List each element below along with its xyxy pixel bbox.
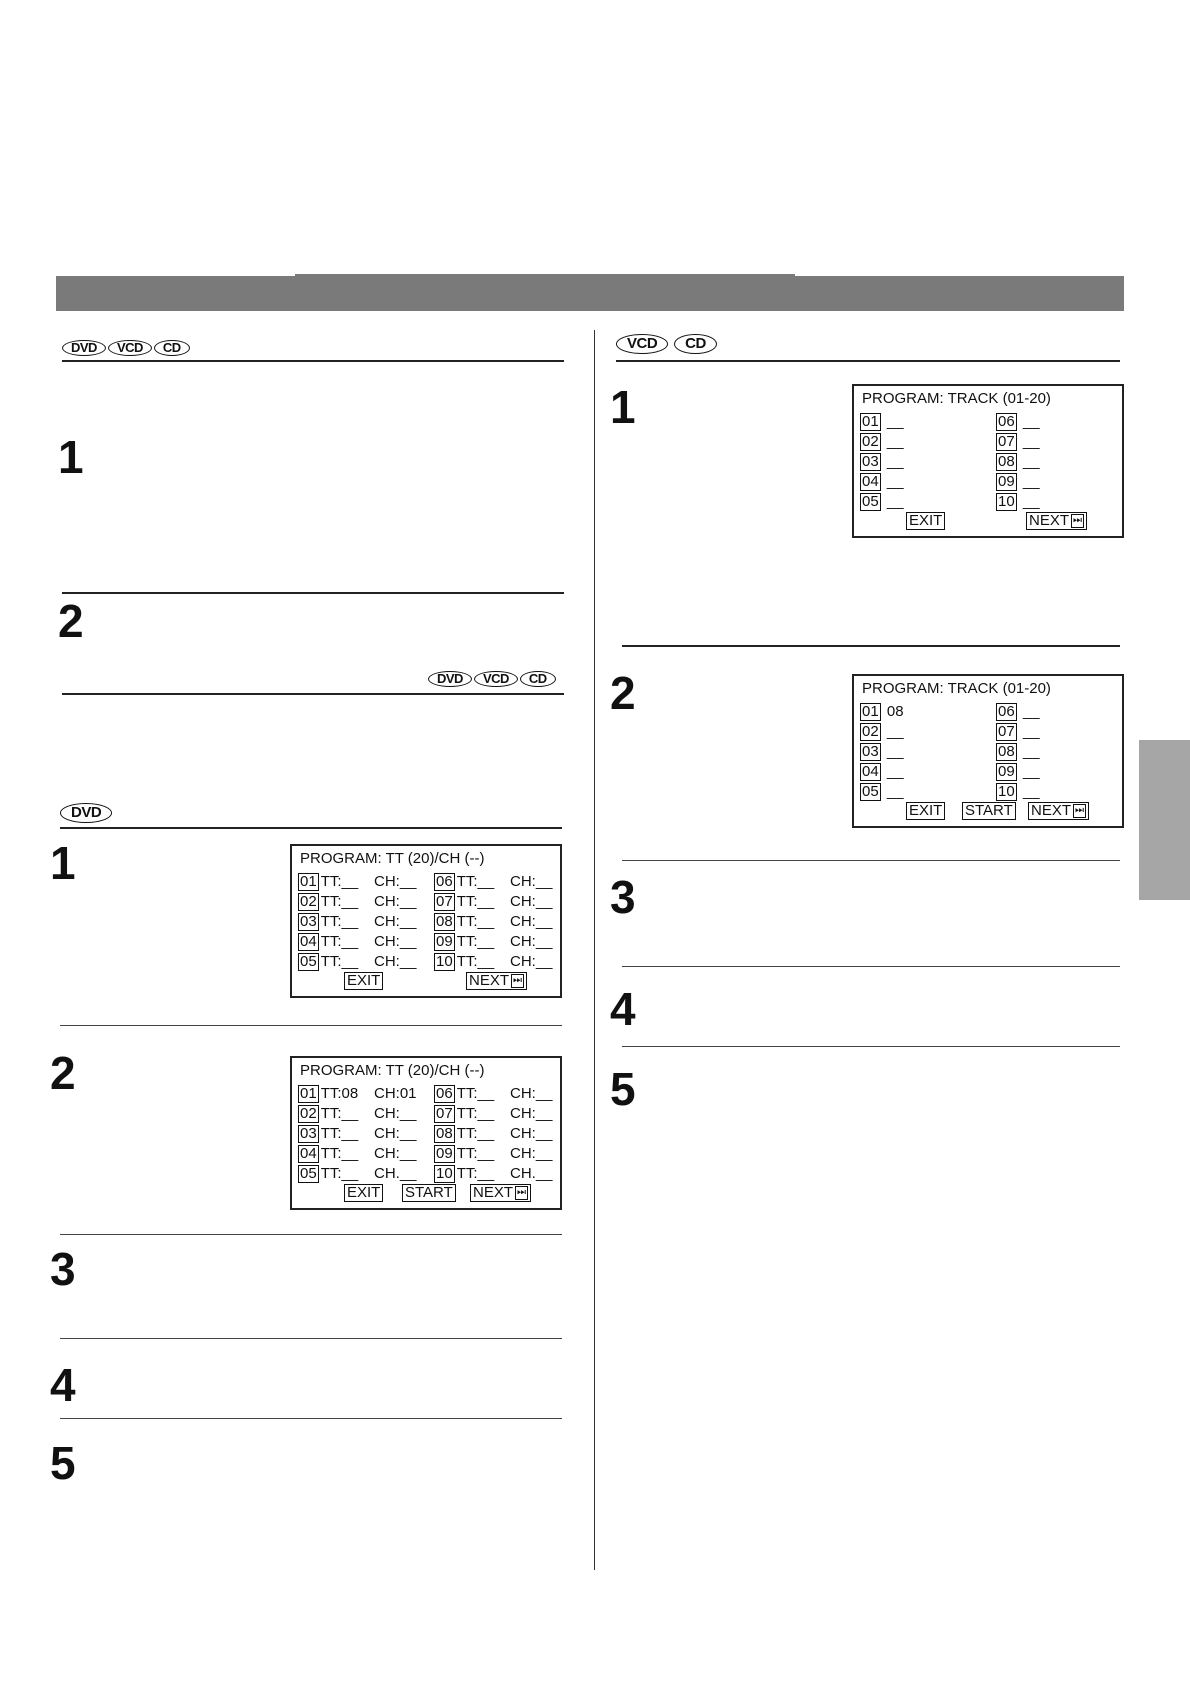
step-number: 1 xyxy=(50,837,76,889)
track-value: __ xyxy=(886,723,904,740)
slot-number: 08 xyxy=(436,913,453,930)
track-program-screen-2 xyxy=(852,674,1124,828)
title-value: TT:__ xyxy=(320,1165,359,1182)
track-value: __ xyxy=(886,433,904,450)
next-button[interactable] xyxy=(466,972,527,990)
title-value: TT:__ xyxy=(320,933,359,950)
slot-number: 04 xyxy=(300,1145,317,1162)
slot-number: 06 xyxy=(436,1085,453,1102)
osd-row xyxy=(860,722,1116,742)
cd-badge: CD xyxy=(520,671,556,687)
track-value: 08 xyxy=(886,703,904,720)
slot-number: 09 xyxy=(436,933,453,950)
chapter-value: CH:__ xyxy=(510,1125,553,1142)
divider xyxy=(60,1234,562,1235)
slot-number: 07 xyxy=(998,723,1015,740)
track-value: __ xyxy=(1022,763,1040,780)
vcd-badge: VCD xyxy=(474,671,518,687)
exit-button[interactable]: EXIT xyxy=(906,512,945,530)
step-number: 1 xyxy=(610,381,636,433)
fast-forward-icon: ⏭ xyxy=(1073,515,1083,527)
slot-number: 02 xyxy=(300,893,317,910)
osd-title: PROGRAM: TT (20)/CH (--) xyxy=(300,1062,485,1079)
cd-badge: CD xyxy=(674,334,717,354)
title-value: TT:__ xyxy=(456,913,495,930)
osd-row xyxy=(860,472,1116,492)
osd-row xyxy=(860,782,1116,802)
chapter-value: CH:__ xyxy=(374,933,417,950)
step-number: 3 xyxy=(610,871,636,923)
chapter-value: CH:__ xyxy=(374,913,417,930)
next-label: NEXT xyxy=(469,972,510,989)
slot-number: 03 xyxy=(862,453,879,470)
slot-number: 04 xyxy=(862,763,879,780)
divider xyxy=(622,645,1120,647)
slot-number: 05 xyxy=(300,1165,317,1182)
slot-number: 03 xyxy=(300,1125,317,1142)
dvd-badge: DVD xyxy=(62,340,106,356)
track-value: __ xyxy=(1022,783,1040,800)
title-value: TT:__ xyxy=(320,953,359,970)
osd-row xyxy=(298,1144,554,1164)
next-label: NEXT xyxy=(1029,512,1070,529)
track-value: __ xyxy=(886,473,904,490)
chapter-value: CH:__ xyxy=(510,893,553,910)
step-number: 2 xyxy=(610,667,636,719)
next-button[interactable] xyxy=(470,1184,531,1202)
osd-row xyxy=(860,742,1116,762)
slot-number: 01 xyxy=(862,413,879,430)
step-number: 2 xyxy=(58,595,84,647)
divider xyxy=(622,966,1120,967)
title-value: TT:__ xyxy=(456,1165,495,1182)
title-value: TT:__ xyxy=(456,1105,495,1122)
chapter-value: CH:__ xyxy=(510,1085,553,1102)
vcd-badge: VCD xyxy=(108,340,152,356)
dvd-section-badge xyxy=(60,803,112,823)
track-value: __ xyxy=(1022,453,1040,470)
slot-number: 04 xyxy=(862,473,879,490)
slot-number: 07 xyxy=(436,893,453,910)
osd-row xyxy=(298,952,554,972)
slot-number: 04 xyxy=(300,933,317,950)
chapter-value: CH:__ xyxy=(374,1125,417,1142)
osd-row xyxy=(860,432,1116,452)
dvd-badge: DVD xyxy=(60,803,112,823)
disc-badges-mid-left xyxy=(428,671,556,687)
osd-row xyxy=(860,762,1116,782)
chapter-value: CH:__ xyxy=(510,913,553,930)
divider xyxy=(62,592,564,594)
divider xyxy=(622,860,1120,861)
start-button[interactable]: START xyxy=(962,802,1016,820)
chapter-value: CH.__ xyxy=(374,1165,417,1182)
next-label: NEXT xyxy=(473,1184,514,1201)
divider xyxy=(62,693,564,695)
slot-number: 02 xyxy=(862,433,879,450)
divider xyxy=(60,827,562,829)
divider xyxy=(62,360,564,362)
slot-number: 10 xyxy=(998,493,1015,510)
slot-number: 09 xyxy=(998,473,1015,490)
chapter-value: CH:__ xyxy=(510,953,553,970)
osd-title: PROGRAM: TT (20)/CH (--) xyxy=(300,850,485,867)
title-value: TT:__ xyxy=(456,1125,495,1142)
title-value: TT:__ xyxy=(456,873,495,890)
step-number: 4 xyxy=(610,983,636,1035)
track-value: __ xyxy=(886,743,904,760)
chapter-value: CH:01 xyxy=(374,1085,417,1102)
osd-title: PROGRAM: TRACK (01-20) xyxy=(862,390,1051,407)
chapter-value: CH:__ xyxy=(510,1105,553,1122)
track-value: __ xyxy=(886,453,904,470)
fast-forward-icon: ⏭ xyxy=(1075,805,1085,817)
divider xyxy=(60,1418,562,1419)
track-program-screen-1 xyxy=(852,384,1124,538)
title-value: TT:__ xyxy=(456,1145,495,1162)
dvd-badge: DVD xyxy=(428,671,472,687)
title-value: TT:__ xyxy=(456,933,495,950)
slot-number: 10 xyxy=(998,783,1015,800)
slot-number: 10 xyxy=(436,953,453,970)
osd-row xyxy=(298,932,554,952)
chapter-value: CH:__ xyxy=(374,1145,417,1162)
slot-number: 03 xyxy=(300,913,317,930)
title-value: TT:__ xyxy=(320,893,359,910)
next-button[interactable] xyxy=(1028,802,1089,820)
title-value: TT:__ xyxy=(320,1145,359,1162)
track-value: __ xyxy=(1022,723,1040,740)
next-label: NEXT xyxy=(1031,802,1072,819)
slot-number: 09 xyxy=(998,763,1015,780)
slot-number: 02 xyxy=(300,1105,317,1122)
slot-number: 02 xyxy=(862,723,879,740)
chapter-value: CH:__ xyxy=(374,873,417,890)
slot-number: 01 xyxy=(862,703,879,720)
divider xyxy=(616,360,1120,362)
disc-badges-top-right xyxy=(616,334,717,354)
exit-button[interactable]: EXIT xyxy=(344,972,383,990)
title-value: TT:__ xyxy=(456,1085,495,1102)
title-value: TT:__ xyxy=(320,873,359,890)
chapter-value: CH:__ xyxy=(510,873,553,890)
divider xyxy=(60,1338,562,1339)
slot-number: 03 xyxy=(862,743,879,760)
slot-number: 01 xyxy=(300,1085,317,1102)
header-banner xyxy=(56,276,1124,311)
slot-number: 05 xyxy=(300,953,317,970)
track-value: __ xyxy=(886,763,904,780)
track-value: __ xyxy=(1022,473,1040,490)
step-number: 1 xyxy=(58,431,84,483)
step-number: 5 xyxy=(610,1063,636,1115)
step-number: 5 xyxy=(50,1437,76,1489)
slot-number: 10 xyxy=(436,1165,453,1182)
step-number: 2 xyxy=(50,1047,76,1099)
chapter-value: CH:__ xyxy=(374,893,417,910)
osd-row xyxy=(298,1104,554,1124)
track-value: __ xyxy=(1022,493,1040,510)
track-value: __ xyxy=(886,783,904,800)
track-value: __ xyxy=(1022,433,1040,450)
slot-number: 05 xyxy=(862,493,879,510)
exit-button[interactable]: EXIT xyxy=(344,1184,383,1202)
chapter-value: CH.__ xyxy=(510,1165,553,1182)
slot-number: 01 xyxy=(300,873,317,890)
title-value: TT:__ xyxy=(320,913,359,930)
side-tab xyxy=(1139,740,1190,900)
track-value: __ xyxy=(1022,703,1040,720)
title-value: TT:__ xyxy=(456,953,495,970)
title-value: TT:08 xyxy=(320,1085,359,1102)
exit-button[interactable]: EXIT xyxy=(906,802,945,820)
start-button[interactable]: START xyxy=(402,1184,456,1202)
osd-row xyxy=(298,912,554,932)
divider xyxy=(60,1025,562,1026)
track-value: __ xyxy=(886,413,904,430)
chapter-value: CH:__ xyxy=(374,1105,417,1122)
title-value: TT:__ xyxy=(320,1105,359,1122)
column-divider xyxy=(594,330,595,1570)
osd-row xyxy=(298,872,554,892)
step-number: 4 xyxy=(50,1359,76,1411)
cd-badge: CD xyxy=(154,340,190,356)
osd-title: PROGRAM: TRACK (01-20) xyxy=(862,680,1051,697)
slot-number: 07 xyxy=(998,433,1015,450)
track-value: __ xyxy=(886,493,904,510)
fast-forward-icon: ⏭ xyxy=(517,1187,527,1199)
osd-row xyxy=(860,492,1116,512)
slot-number: 06 xyxy=(436,873,453,890)
slot-number: 09 xyxy=(436,1145,453,1162)
next-button[interactable] xyxy=(1026,512,1087,530)
title-value: TT:__ xyxy=(456,893,495,910)
slot-number: 08 xyxy=(436,1125,453,1142)
chapter-value: CH:__ xyxy=(374,953,417,970)
osd-row xyxy=(298,1084,554,1104)
chapter-value: CH:__ xyxy=(510,933,553,950)
dvd-program-screen-2 xyxy=(290,1056,562,1210)
slot-number: 05 xyxy=(862,783,879,800)
slot-number: 08 xyxy=(998,453,1015,470)
osd-row xyxy=(860,452,1116,472)
track-value: __ xyxy=(1022,413,1040,430)
track-value: __ xyxy=(1022,743,1040,760)
slot-number: 08 xyxy=(998,743,1015,760)
fast-forward-icon: ⏭ xyxy=(513,975,523,987)
slot-number: 06 xyxy=(998,703,1015,720)
osd-row xyxy=(860,702,1116,722)
slot-number: 06 xyxy=(998,413,1015,430)
slot-number: 07 xyxy=(436,1105,453,1122)
osd-row xyxy=(860,412,1116,432)
title-value: TT:__ xyxy=(320,1125,359,1142)
divider xyxy=(622,1046,1120,1047)
vcd-badge: VCD xyxy=(616,334,668,354)
disc-badges-top-left xyxy=(62,340,190,356)
osd-row xyxy=(298,1124,554,1144)
osd-row xyxy=(298,892,554,912)
osd-row xyxy=(298,1164,554,1184)
dvd-program-screen-1 xyxy=(290,844,562,998)
chapter-value: CH:__ xyxy=(510,1145,553,1162)
step-number: 3 xyxy=(50,1243,76,1295)
